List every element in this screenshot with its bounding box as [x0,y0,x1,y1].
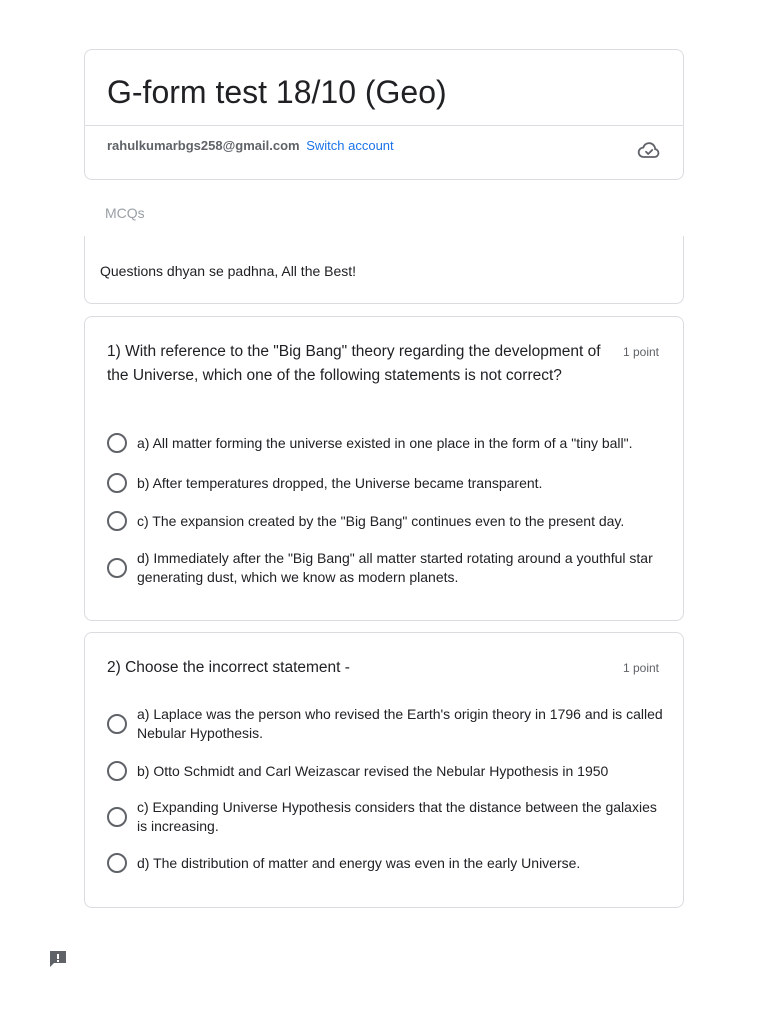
radio-button[interactable] [107,511,127,531]
question-card-1 [84,316,684,621]
radio-option[interactable] [107,511,667,531]
radio-button[interactable] [107,433,127,453]
radio-button[interactable] [107,761,127,781]
radio-option[interactable] [107,853,667,873]
radio-option[interactable] [107,798,667,836]
option-label: b) After temperatures dropped, the Universe became transparent. [137,474,543,491]
radio-option[interactable] [107,473,667,493]
switch-account-link[interactable]: Switch account [306,138,394,153]
radio-option[interactable] [107,549,667,587]
question-text: 1) With reference to the "Big Bang" theory regarding the development of the Universe, which one of the following statements is not correct? [107,343,601,384]
radio-button[interactable] [107,853,127,873]
radio-button[interactable] [107,807,127,827]
section-title: MCQs [105,205,145,221]
option-label: d) The distribution of matter and energy was even in the early Universe. [137,854,581,871]
header-divider [85,125,683,126]
option-label: d) Immediately after the "Big Bang" all matter started rotating around a youthful star generating dust, which we know as modern planets. [137,550,653,585]
option-label: b) Otto Schmidt and Carl Weizascar revised the Nebular Hypothesis in 1950 [137,762,609,779]
radio-option[interactable] [107,433,667,453]
option-label: a) All matter forming the universe existed in one place in the form of a "tiny ball". [137,434,633,451]
question-card-2 [84,632,684,908]
radio-option[interactable] [107,705,667,743]
cloud-saved-icon [637,138,661,162]
radio-option[interactable] [107,761,667,781]
radio-button[interactable] [107,558,127,578]
radio-button[interactable] [107,714,127,734]
option-label: c) Expanding Universe Hypothesis considers that the distance between the galaxies is increasing. [137,799,657,834]
option-label: c) The expansion created by the "Big Bang" continues even to the present day. [137,512,625,529]
report-feedback-icon[interactable] [48,949,68,969]
section-description-card [84,236,684,304]
form-title: G-form test 18/10 (Geo) [107,74,447,110]
section-description: Questions dhyan se padhna, All the Best! [100,263,357,279]
account-email: rahulkumarbgs258@gmail.com [107,138,300,153]
account-row [107,137,394,155]
radio-button[interactable] [107,473,127,493]
question-text: 2) Choose the incorrect statement - [107,659,350,676]
form-header-card [84,49,684,180]
option-label: a) Laplace was the person who revised the Earth's origin theory in 1796 and is called Nebular Hypothesis. [137,706,663,741]
question-points: 1 point [622,661,659,675]
question-points: 1 point [622,345,659,359]
